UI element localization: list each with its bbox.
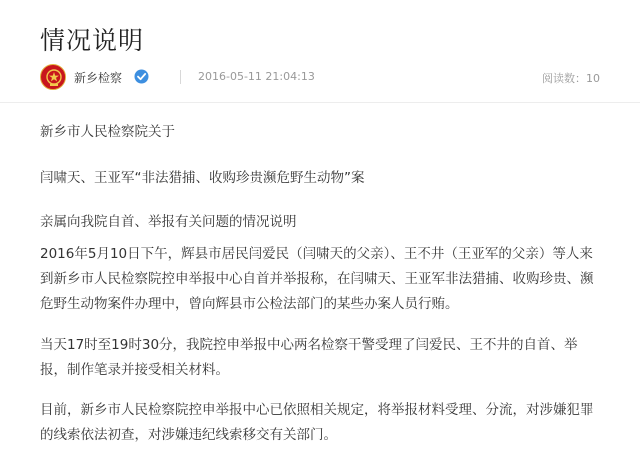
meta-separator bbox=[180, 70, 181, 84]
verified-badge-icon bbox=[134, 69, 149, 84]
paragraph-2: 闫啸天、王亚军“非法猎捕、收购珍贵濒危野生动物”案 bbox=[40, 170, 365, 186]
header-divider bbox=[0, 102, 640, 103]
paragraph-3: 亲属向我院自首、举报有关问题的情况说明 bbox=[40, 214, 297, 230]
paragraph-1: 新乡市人民检察院关于 bbox=[40, 124, 175, 140]
paragraph-6: 目前，新乡市人民检察院控申举报中心已依照相关规定，将举报材料受理、分流，对涉嫌犯罪的线索依法初查，对涉嫌违纪线索移交有关部门。 bbox=[40, 402, 594, 443]
article-title: 情况说明 bbox=[40, 26, 145, 55]
paragraph-5: 当天17时至19时30分，我院控申举报中心两名检察干警受理了闫爱民、王不井的自首、举报，制作笔录并接受相关材料。 bbox=[40, 337, 578, 378]
author-avatar[interactable] bbox=[40, 64, 66, 90]
author-name[interactable]: 新乡检察 bbox=[74, 71, 123, 85]
procuratorate-emblem-icon bbox=[41, 65, 66, 90]
article-meta bbox=[40, 64, 600, 92]
paragraph-4: 2016年5月10日下午，辉县市居民闫爱民（闫啸天的父亲）、王不井（王亚军的父亲）等人来到新乡市人民检察院控申举报中心自首并举报称，在闫啸天、王亚军非法猎捕、收购珍贵、濒危野生动物案件办理中，曾向辉县市公检法部门的某些办案人员行贿。 bbox=[40, 246, 594, 312]
publish-time: 2016-05-11 21:04:13 bbox=[198, 70, 315, 83]
read-count: 阅读数：10 bbox=[542, 72, 600, 85]
